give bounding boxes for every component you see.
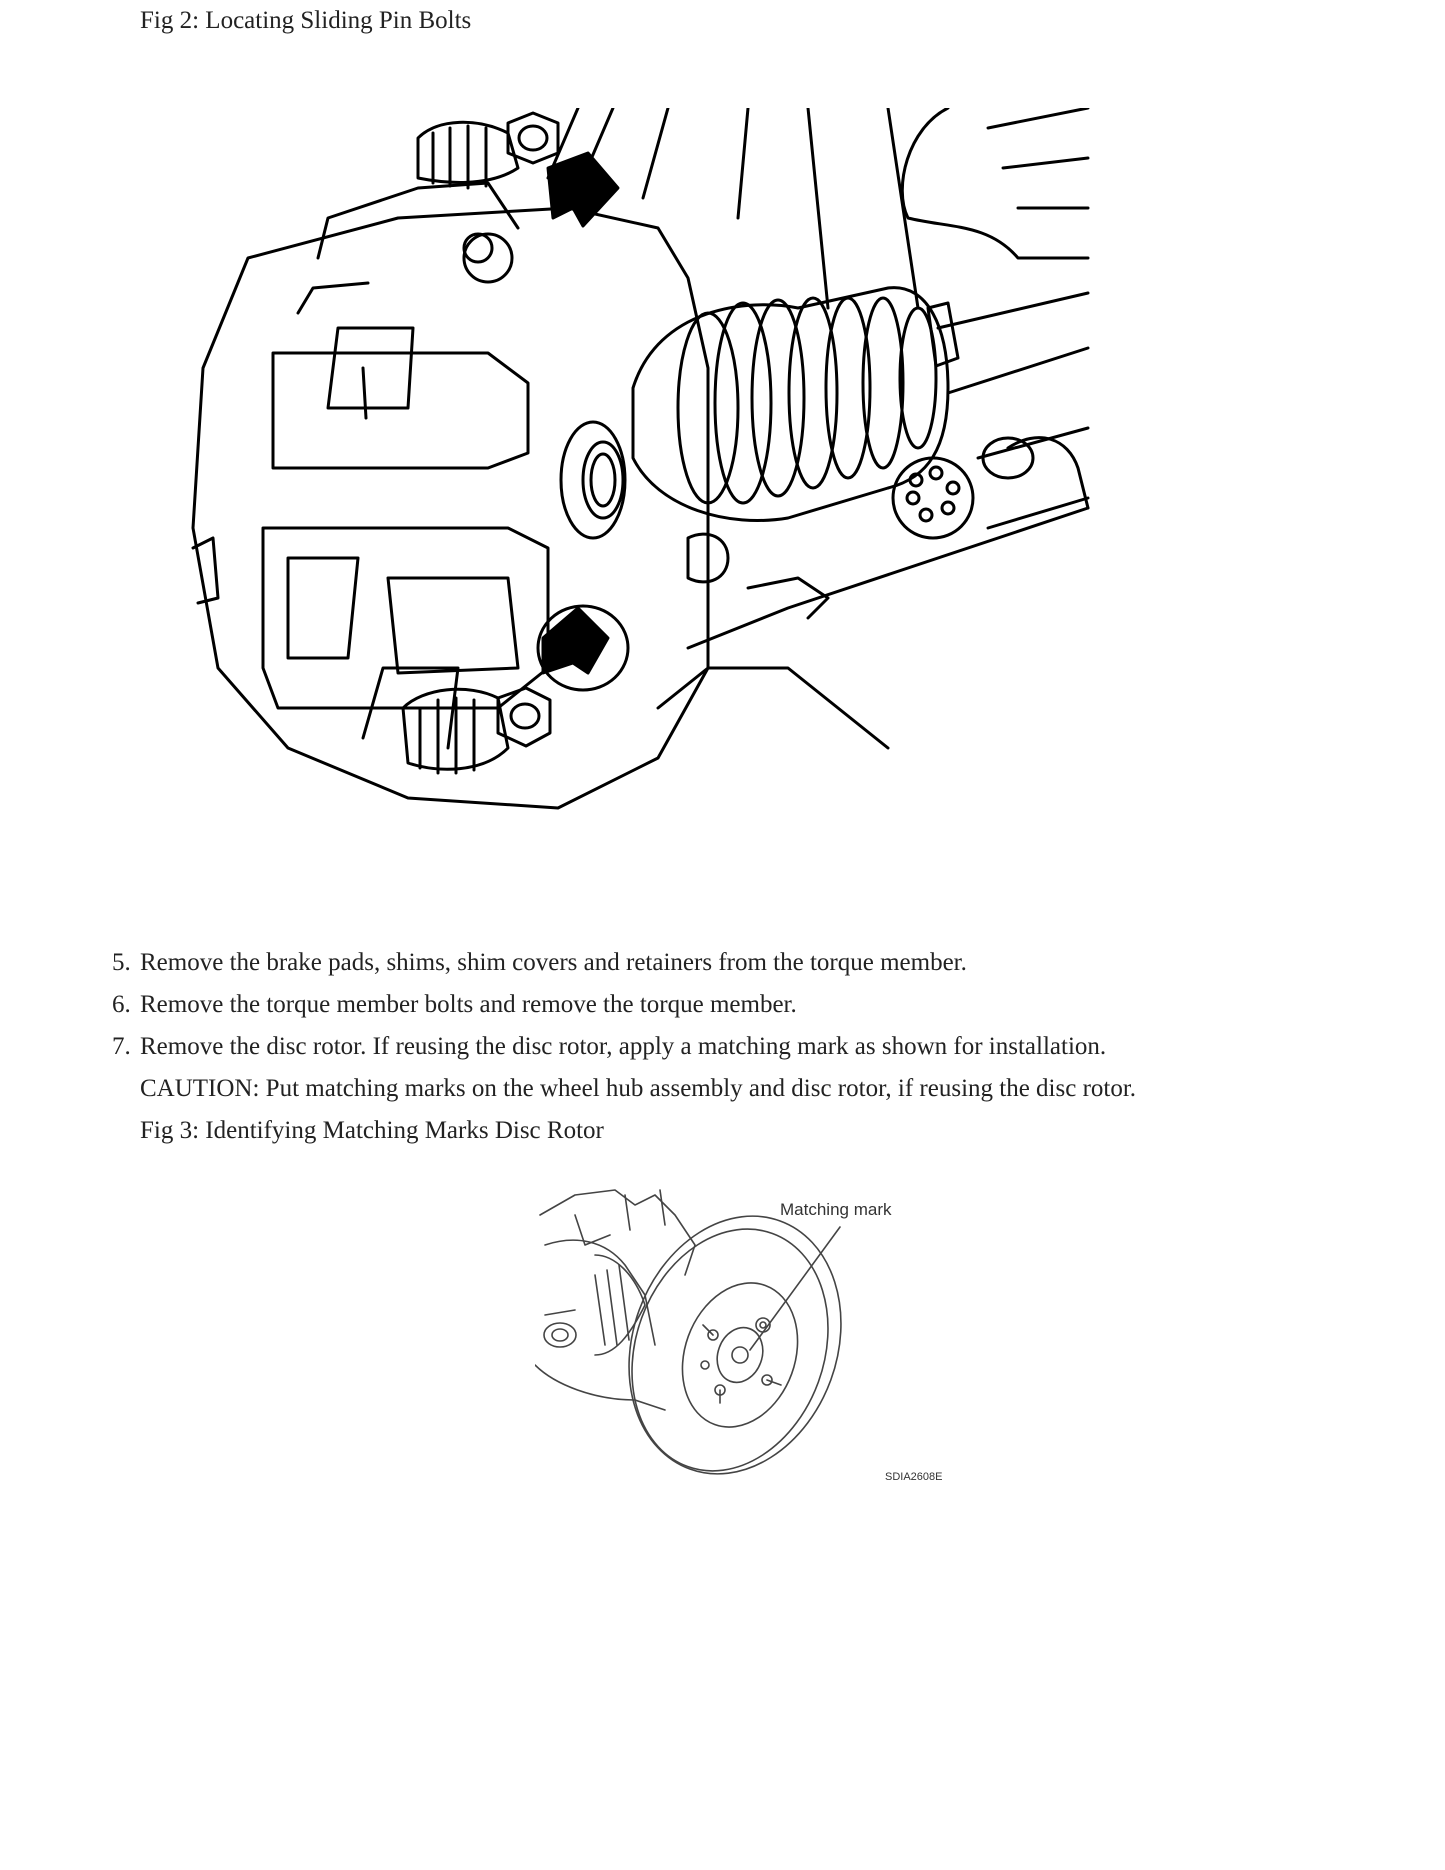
step-text: Remove the brake pads, shims, shim covers and retainers from the torque member. [140, 949, 967, 976]
step-number: 6. [112, 991, 131, 1018]
fig3-caption: Fig 3: Identifying Matching Marks Disc Rotor [140, 1117, 604, 1144]
step-7 [112, 1026, 1390, 1068]
step-5 [112, 942, 1390, 984]
figure-code: SDIA2608E [885, 1471, 943, 1483]
matching-mark-leader [750, 1227, 840, 1350]
procedure-steps [112, 942, 1390, 1152]
axle-shaft [938, 293, 1088, 393]
step-text: Remove the disc rotor. If reusing the disc rotor, apply a matching mark as shown for installation. [140, 1033, 1107, 1060]
lower-pin-bolt [498, 688, 550, 746]
step-text: Remove the torque member bolts and remove the torque member. [140, 991, 797, 1018]
upper-arrow [548, 153, 618, 226]
caliper-sliding-pin-illustration [188, 108, 1288, 878]
step-number: 7. [112, 1033, 131, 1060]
matching-mark-label: Matching mark [780, 1200, 892, 1219]
caution-note: CAUTION: Put matching marks on the wheel hub assembly and disc rotor, if reusing the disc rotor. [140, 1075, 1137, 1102]
step-6 [112, 984, 1390, 1026]
step-number: 5. [112, 949, 131, 976]
fig2-caption: Fig 2: Locating Sliding Pin Bolts [140, 7, 472, 34]
upper-pin-bolt [508, 113, 558, 163]
disc-rotor-matching-mark-illustration [535, 1185, 955, 1490]
